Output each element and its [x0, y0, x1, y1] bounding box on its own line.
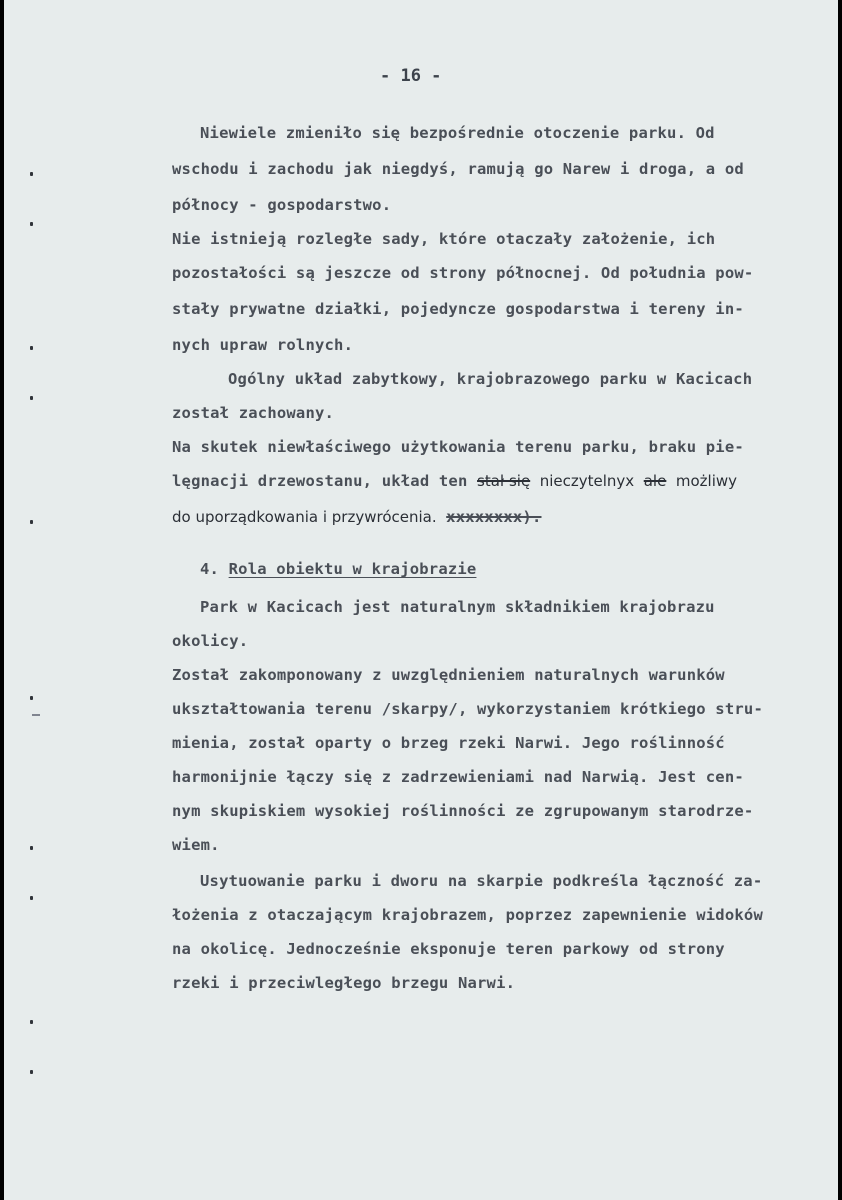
margin-mark	[30, 222, 33, 226]
handwritten-struck-text-2: ale	[643, 472, 667, 490]
handwritten-struck-text: stał się	[477, 472, 531, 490]
margin-dash	[32, 714, 40, 716]
section-heading-title: Rola obiektu w krajobrazie	[228, 560, 477, 578]
paragraph-6-line-2: łożenia z otaczającym krajobrazem, poprzez zapewnienie widoków	[172, 906, 763, 924]
paragraph-5-line-6: harmonijnie łączy się z zadrzewieniami nad Narwią. Jest cen-	[172, 768, 744, 786]
paragraph-2-line-3: stały prywatne działki, pojedyncze gospodarstwa i tereny in-	[172, 300, 744, 318]
margin-mark	[30, 1020, 33, 1024]
paragraph-5-line-5: mienia, został oparty o brzeg rzeki Narwi. Jego roślinność	[172, 734, 725, 752]
margin-mark	[30, 520, 33, 524]
paragraph-1-line-2: wschodu i zachodu jak niegdyś, ramują go Narew i droga, a od	[172, 160, 744, 178]
handwritten-line: do uporządkowania i przywrócenia.	[172, 508, 437, 526]
paragraph-6-line-4: rzeki i przeciwległego brzegu Narwi.	[172, 974, 516, 992]
paragraph-5-line-7: nym skupiskiem wysokiej roślinności ze zgrupowanym starodrze-	[172, 802, 754, 820]
margin-mark	[30, 396, 33, 400]
margin-mark	[30, 346, 33, 350]
margin-mark	[30, 172, 33, 176]
margin-mark	[30, 1070, 33, 1074]
margin-mark	[30, 696, 33, 700]
paragraph-1-line-3: północy - gospodarstwo.	[172, 196, 392, 214]
paragraph-4-line-2	[172, 472, 737, 490]
paragraph-2-line-4: nych upraw rolnych.	[172, 336, 354, 354]
typed-x-out: xxxxxxxx).	[446, 508, 542, 526]
paragraph-4-line-1: Na skutek niewłaściwego użytkowania terenu parku, braku pie-	[172, 438, 744, 456]
margin-mark	[30, 846, 33, 850]
paragraph-5-line-4: ukształtowania terenu /skarpy/, wykorzystaniem krótkiego stru-	[172, 700, 763, 718]
handwritten-x-mark: x	[625, 472, 635, 490]
paragraph-4-line-3	[172, 508, 542, 526]
section-heading-number: 4.	[200, 560, 220, 578]
paragraph-6-line-1: Usytuowanie parku i dworu na skarpie podkreśla łączność za-	[200, 872, 763, 890]
document-page	[4, 0, 838, 1200]
paragraph-5-line-2: okolicy.	[172, 632, 249, 650]
paragraph-5-line-8: wiem.	[172, 836, 220, 854]
section-heading	[200, 560, 476, 578]
paragraph-3-line-1: Ogólny układ zabytkowy, krajobrazowego parku w Kacicach	[228, 370, 753, 388]
paragraph-3-line-2: został zachowany.	[172, 404, 335, 422]
paragraph-2-line-2: pozostałości są jeszcze od strony północnej. Od południa pow-	[172, 264, 754, 282]
paragraph-5-line-3: Został zakomponowany z uwzględnieniem naturalnych warunków	[172, 666, 725, 684]
handwritten-insertion-end: możliwy	[675, 472, 738, 490]
paragraph-1-line-1: Niewiele zmieniło się bezpośrednie otoczenie parku. Od	[200, 124, 715, 142]
paragraph-6-line-3: na okolicę. Jednocześnie eksponuje teren parkowy od strony	[172, 940, 725, 958]
paragraph-5-line-1: Park w Kacicach jest naturalnym składnikiem krajobrazu	[200, 598, 715, 616]
margin-mark	[30, 896, 33, 900]
paragraph-2-line-1: Nie istnieją rozległe sady, które otaczały założenie, ich	[172, 230, 716, 248]
page-number: - 16 -	[380, 66, 442, 86]
handwritten-insertion: nieczytelny	[539, 472, 626, 490]
paragraph-4-line-2-typed: lęgnacji drzewostanu, układ ten	[172, 472, 468, 490]
